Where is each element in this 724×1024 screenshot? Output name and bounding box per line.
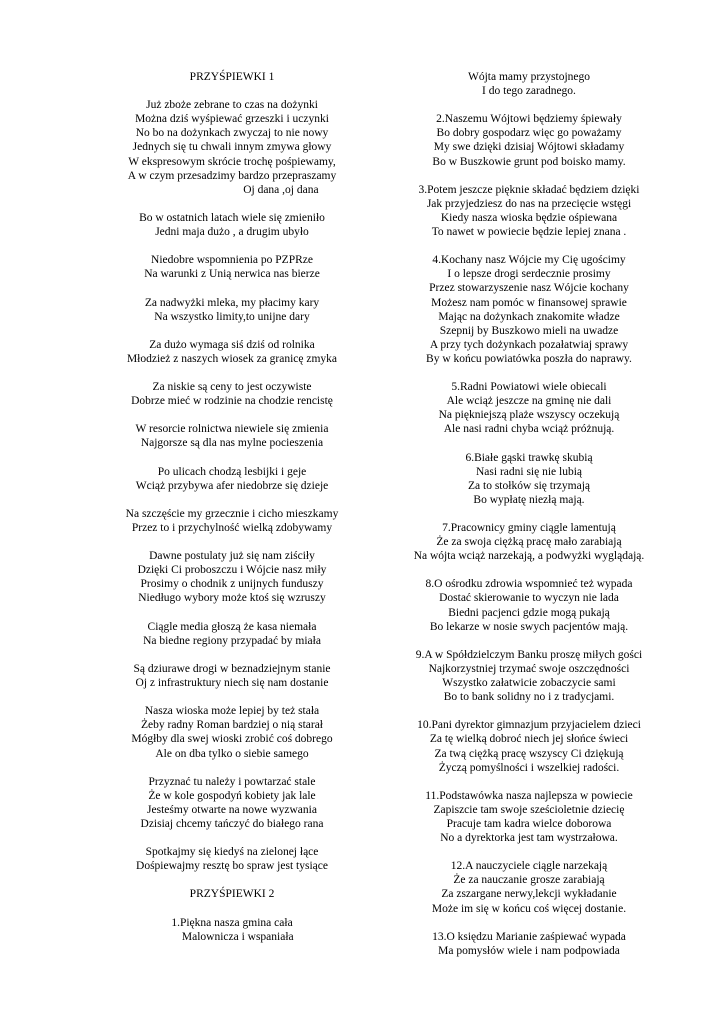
verse-line: I do tego zaradnego. xyxy=(482,85,576,98)
verse-line: Przez to i przychylność wielką zdobywamy xyxy=(131,522,333,534)
verse-line: Spotkajmy się kiedyś na zielonej łące xyxy=(145,846,319,859)
verse-line: 2.Naszemu Wójtowi będziemy śpiewały xyxy=(436,113,622,126)
verse-line: Niedobre wspomnienia po PZPRze xyxy=(151,254,313,267)
stanza xyxy=(372,718,686,774)
verse-line: Szepnij by Buszkowo mieli na uwadze xyxy=(439,324,619,337)
verse-line: Pracuje tam kadra wielce doborowa xyxy=(446,817,612,830)
stanza xyxy=(82,916,382,944)
verse-line: W resorcie rolnictwa niewiele się zmienia xyxy=(135,423,329,436)
stanza xyxy=(82,211,382,239)
verse-line: Bo wypłatę niezłą mają. xyxy=(473,493,585,506)
verse-line: Biedni pacjenci gdzie mogą pukają xyxy=(448,606,610,619)
verse-line: Kiedy nasza wioska będzie ośpiewana xyxy=(440,211,618,224)
verse-line: Jesteśmy otwarte na nowe wyzwania xyxy=(147,803,317,816)
verse-line: Na wszystko limity,to unijne dary xyxy=(154,310,310,323)
verse-line: Za zszargane nerwy,lekcji wykładanie xyxy=(441,888,617,901)
verse-line: Na biedne regiony przypadać by miała xyxy=(143,634,321,647)
verse-line: Życzą pomyślności i wszelkiej radości. xyxy=(438,761,620,774)
verse-line: 5.Radni Powiatowi wiele obiecali xyxy=(451,381,607,394)
verse-line: Ciągle media głoszą że kasa niemała xyxy=(147,620,317,633)
stanza xyxy=(372,112,686,168)
verse-line: Za dużo wymaga siś dziś od rolnika xyxy=(149,338,315,351)
verse-line: Można dziś wyśpiewać grzeszki i uczynki xyxy=(135,113,329,126)
verse-line: Ale on dba tylko o siebie samego xyxy=(155,747,309,760)
verse-line: Już zboże zebrane to czas na dożynki xyxy=(146,99,318,112)
verse-line: Bo w ostatnich latach wiele się zmieniło xyxy=(139,211,325,224)
stanza xyxy=(82,507,382,535)
verse-line: Żeby radny Roman bardziej o nią starał xyxy=(140,719,324,732)
verse-line: I o lepsze drogi serdecznie prosimy xyxy=(447,268,611,281)
stanza xyxy=(372,521,686,563)
verse-line: Bo dobry gospodarz więc go poważamy xyxy=(436,127,622,140)
verse-line: 12.A nauczyciele ciągle narzekają xyxy=(450,860,608,873)
verse-line: No bo na dożynkach zwyczaj to nie nowy xyxy=(135,127,329,140)
stanza xyxy=(82,253,382,281)
verse-line: 1.Piękna nasza gmina cała xyxy=(171,916,293,929)
verse-line: 8.O ośrodku zdrowia wspomnieć też wypada xyxy=(425,578,633,591)
verse-line: 4.Kochany nasz Wójcie my Cię ugościmy xyxy=(432,254,626,267)
verse-line: Za tę wielką dobroć niech jej słońce świeci xyxy=(429,733,629,746)
section-title xyxy=(82,70,382,84)
verse-line: 7.Pracownicy gminy ciągle lamentują xyxy=(442,522,616,534)
verse-line: Jedni maja dużo , a drugim ubyło xyxy=(155,226,309,239)
verse-line: 9.A w Spółdzielczym Banku proszę miłych gości xyxy=(415,648,643,661)
verse-line: Zapiszcie tam swoje sześcioletnie dziecię xyxy=(433,803,625,816)
verse-line: Prosimy o chodnik z unijnych funduszy xyxy=(140,578,324,591)
stanza xyxy=(372,253,686,366)
verse-line: Wszystko załatwicie zobaczycie sami xyxy=(442,677,616,690)
verse-line: Wójta mamy przystojnego xyxy=(468,71,590,83)
verse-line: Dostać skierowanie to wyczyn nie lada xyxy=(439,592,619,605)
stanza xyxy=(372,859,686,915)
verse-line: 11.Podstawówka nasza najlepsza w powiecie xyxy=(425,789,633,802)
verse-line: Bo w Buszkowie grunt pod boisko mamy. xyxy=(432,155,626,168)
verse-line: Ale nasi radni chyba wciąż próżnują. xyxy=(443,423,615,436)
right-column xyxy=(372,70,686,972)
stanza xyxy=(82,296,382,324)
verse-line: W ekspresowym skrócie trochę pośpiewamy, xyxy=(128,155,336,168)
verse-line: 10.Pani dyrektor gimnazjum przyjacielem dzieci xyxy=(417,719,641,732)
verse-line: Oj z infrastruktury niech się nam dostanie xyxy=(135,677,329,690)
verse-line: Najgorsze są dla nas mylne pocieszenia xyxy=(140,437,324,450)
verse-line: Na wójta wciąż narzekają, a podwyżki wyglądają. xyxy=(413,550,645,563)
verse-line: Dzisiaj chcemy tańczyć do białego rana xyxy=(140,817,324,830)
stanza xyxy=(82,620,382,648)
verse-line: Dawne postulaty już się nam ziściły xyxy=(149,550,315,563)
verse-line: A w czym przesadzimy bardzo przepraszamy xyxy=(127,169,337,182)
verse-line: Mógłby dla swej wioski zrobić coś dobrego xyxy=(131,733,333,746)
stanza xyxy=(372,70,686,98)
verse-line: Najkorzystniej trzymać swoje oszczędności xyxy=(428,662,630,675)
verse-line: Niedługo wybory może ktoś się wzruszy xyxy=(138,592,326,605)
stanza xyxy=(82,662,382,690)
verse-line: Jak przyjedziesz do nas na przecięcie wstęgi xyxy=(426,197,632,210)
verse-line: Nasi radni się nie lubią xyxy=(475,465,583,478)
verse-line: My swe dzięki dzisiaj Wójtowi składamy xyxy=(433,141,625,154)
verse-line: 13.O księdzu Marianie zaśpiewać wypada xyxy=(432,930,626,943)
stanza xyxy=(372,648,686,704)
verse-line: No a dyrektorka jest tam wystrzałowa. xyxy=(440,832,618,845)
verse-line: Ale wciąż jeszcze na gminę nie dali xyxy=(446,395,612,408)
section-title xyxy=(82,887,382,901)
verse-line: 6.Białe gąski trawkę skubią xyxy=(465,451,593,464)
verse-line: Są dziurawe drogi w beznadziejnym stanie xyxy=(133,662,331,675)
verse-line: Dośpiewajmy resztę bo spraw jest tysiące xyxy=(136,860,328,873)
verse-line: Bo lekarze w nosie swych pacjentów mają. xyxy=(429,620,629,633)
stanza xyxy=(372,380,686,436)
verse-line: Mając na dożynkach znakomite władze xyxy=(438,310,620,323)
stanza xyxy=(82,845,382,873)
verse-line: Za twą ciężką pracę wszyscy Ci dziękują xyxy=(434,747,624,760)
verse-line: Może im się w końcu coś więcej dostanie. xyxy=(431,902,627,915)
verse-line: To nawet w powiecie będzie lepiej znana . xyxy=(431,226,627,239)
verse-line: Dzięki Ci proboszczu i Wójcie nasz miły xyxy=(137,564,327,577)
verse-line: A przy tych dożynkach pozałatwiaj sprawy xyxy=(429,338,629,351)
verse-line: Że w kole gospodyń kobiety jak lale xyxy=(148,789,316,802)
verse-line: Malownicza i wspaniała xyxy=(170,930,294,943)
verse-line: Bo to bank solidny no i z tradycjami. xyxy=(443,691,615,704)
verse-line: Przyznać tu należy i powtarzać stale xyxy=(148,775,316,788)
stanza xyxy=(372,451,686,507)
left-column xyxy=(82,70,382,958)
verse-line: 3.Potem jeszcze pięknie składać będziem dzięki xyxy=(418,183,640,196)
section-title-text: PRZYŚPIEWKI 2 xyxy=(189,888,275,901)
stanza xyxy=(82,465,382,493)
verse-line: By w końcu powiatówka poszła do naprawy. xyxy=(426,352,632,365)
stanza xyxy=(82,98,382,197)
verse-line: Za niskie są ceny to jest oczywiste xyxy=(152,381,312,394)
verse-line: Oj dana ,oj dana xyxy=(145,183,319,196)
stanza xyxy=(372,577,686,633)
verse-line: Za to stołków się trzymają xyxy=(468,479,590,492)
stanza xyxy=(82,704,382,760)
stanza xyxy=(372,930,686,958)
verse-line: Dobrze mieć w rodzinie na chodzie rencistę xyxy=(131,395,333,408)
section-title-text: PRZYŚPIEWKI 1 xyxy=(189,71,275,83)
verse-line: Na warunki z Unią nerwica nas bierze xyxy=(144,268,320,281)
verse-line: Za nadwyżki mleka, my płacimy kary xyxy=(144,296,320,309)
stanza xyxy=(82,422,382,450)
stanza xyxy=(82,549,382,605)
stanza xyxy=(82,380,382,408)
verse-line: Że za swoja ciężką pracę mało zarabiają xyxy=(436,536,622,549)
verse-line: Że za nauczanie grosze zarabiają xyxy=(453,874,605,887)
verse-line: Po ulicach chodzą lesbijki i geje xyxy=(157,465,307,478)
stanza xyxy=(82,338,382,366)
verse-line: Na szczęście my grzecznie i cicho mieszkamy xyxy=(125,507,339,520)
verse-line: Jednych się tu chwali innym zmywa głowy xyxy=(132,141,332,154)
verse-line: Na piękniejszą plaże wszyscy oczekują xyxy=(438,409,620,422)
verse-line: Ma pomysłów wiele i nam podpowiada xyxy=(438,944,620,957)
stanza xyxy=(372,789,686,845)
verse-line: Młodzież z naszych wiosek za granicę zmyka xyxy=(126,352,338,365)
verse-line: Możesz nam pomóc w finansowej sprawie xyxy=(431,296,627,309)
verse-line: Przez stowarzyszenie nasz Wójcie kochany xyxy=(429,282,629,295)
verse-line: Wciąż przybywa afer niedobrze się dzieje xyxy=(135,479,329,492)
verse-line: Nasza wioska może lepiej by też stała xyxy=(144,705,320,718)
stanza xyxy=(82,775,382,831)
stanza xyxy=(372,183,686,239)
